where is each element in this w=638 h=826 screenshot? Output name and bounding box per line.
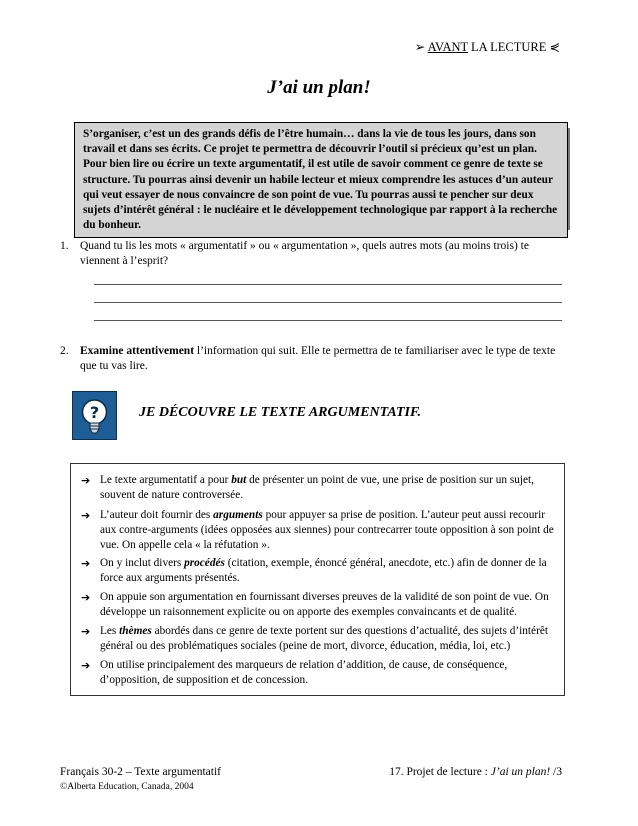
question-1-text: Quand tu lis les mots « argumentatif » ou « argumentation », quels autres mots (au moins trois) te viennent à l’esprit? [80, 240, 529, 267]
section-header [415, 40, 560, 55]
intro-box: S’organiser, c’est un des grands défis de l’être humain… dans la vie de tous les jours, dans son travail et dans ses écrits. Ce projet te permettra de découvrir l’outil si précieux qu’est un plan. Pour bien lire ou écrire un texte argumentatif, il est utile de savoir comment ce genre de texte se structure. Tu pourras ainsi devenir un habile lecteur et mieux comprendre les astuces d’un auteur qui veut essayer de nous convaincre de son point de vue. Tu pourras aussi te pencher sur deux sujets d’intérêt général : le nucléaire et le développement technologique par rapport à la recherche du bonheur. [74, 122, 568, 238]
arrow-bullet-icon: ➔ [81, 659, 91, 672]
list-item: ➔ On y inclut divers procédés (citation, exemple, énoncé général, anecdote, etc.) afin de donner de la force aux arguments présentés. [81, 557, 547, 584]
info-list-box [70, 463, 565, 696]
list-item: ➔ On appuie son argumentation en fournissant diverses preuves de la validité de son point de vue. On développe un raisonnement explicite ou on apporte des exemples convaincants et de qualité. [81, 591, 549, 618]
footer-page-ref: 17. Projet de lecture : J’ai un plan! /3 [389, 766, 562, 778]
question-2-rest: l’information qui suit. Elle te permettra de te familiariser avec le type de texte que tu vas lire. [80, 345, 556, 372]
header-rest: LA LECTURE [467, 40, 547, 54]
question-1-number: 1. [60, 240, 69, 252]
pointer-back-icon: ⋞ [549, 40, 560, 54]
page-title: J’ai un plan! [267, 77, 371, 98]
answer-line[interactable] [94, 302, 562, 303]
list-item: ➔ Les thèmes abordés dans ce genre de texte portent sur des questions d’actualité, des sujets d’intérêt général ou des problématiques sociales (peine de mort, divorce, éducation, média, loi, etc.) [81, 625, 548, 652]
header-avant: AVANT [427, 40, 468, 54]
svg-text:?: ? [89, 403, 100, 422]
arrow-bullet-icon: ➔ [81, 591, 91, 604]
answer-line[interactable] [94, 284, 562, 285]
question-2-number: 2. [60, 345, 69, 357]
question-2-text [80, 344, 566, 374]
arrow-bullet-icon: ➔ [81, 474, 91, 487]
question-lightbulb-icon [72, 391, 117, 440]
footer-copyright: ©Alberta Education, Canada, 2004 [60, 782, 194, 792]
question-2-bold: Examine attentivement [80, 345, 195, 357]
list-item: ➔ Le texte argumentatif a pour but de présenter un point de vue, une prise de position sur un sujet, souvent de nature controversée. [81, 474, 535, 501]
arrow-bullet-icon: ➔ [81, 625, 91, 638]
pointer-arrow-icon: ➢ [414, 40, 426, 54]
list-item: ➔ On utilise principalement des marqueurs de relation d’addition, de cause, de conséquence, d’opposition, de supposition et de concession. [81, 659, 508, 686]
footer-course: Français 30-2 – Texte argumentatif [60, 766, 221, 778]
list-item: ➔ L’auteur doit fournir des arguments pour appuyer sa prise de position. L’auteur peut aussi recourir aux contre-arguments (idées opposées aux siennes) pour contrecarrer toute opposition à son point de vue. On appelle cela « la réfutation ». [81, 509, 554, 551]
answer-line[interactable] [94, 320, 562, 321]
arrow-bullet-icon: ➔ [81, 509, 91, 522]
section-title: JE DÉCOUVRE LE TEXTE ARGUMENTATIF. [139, 405, 422, 420]
arrow-bullet-icon: ➔ [81, 557, 91, 570]
